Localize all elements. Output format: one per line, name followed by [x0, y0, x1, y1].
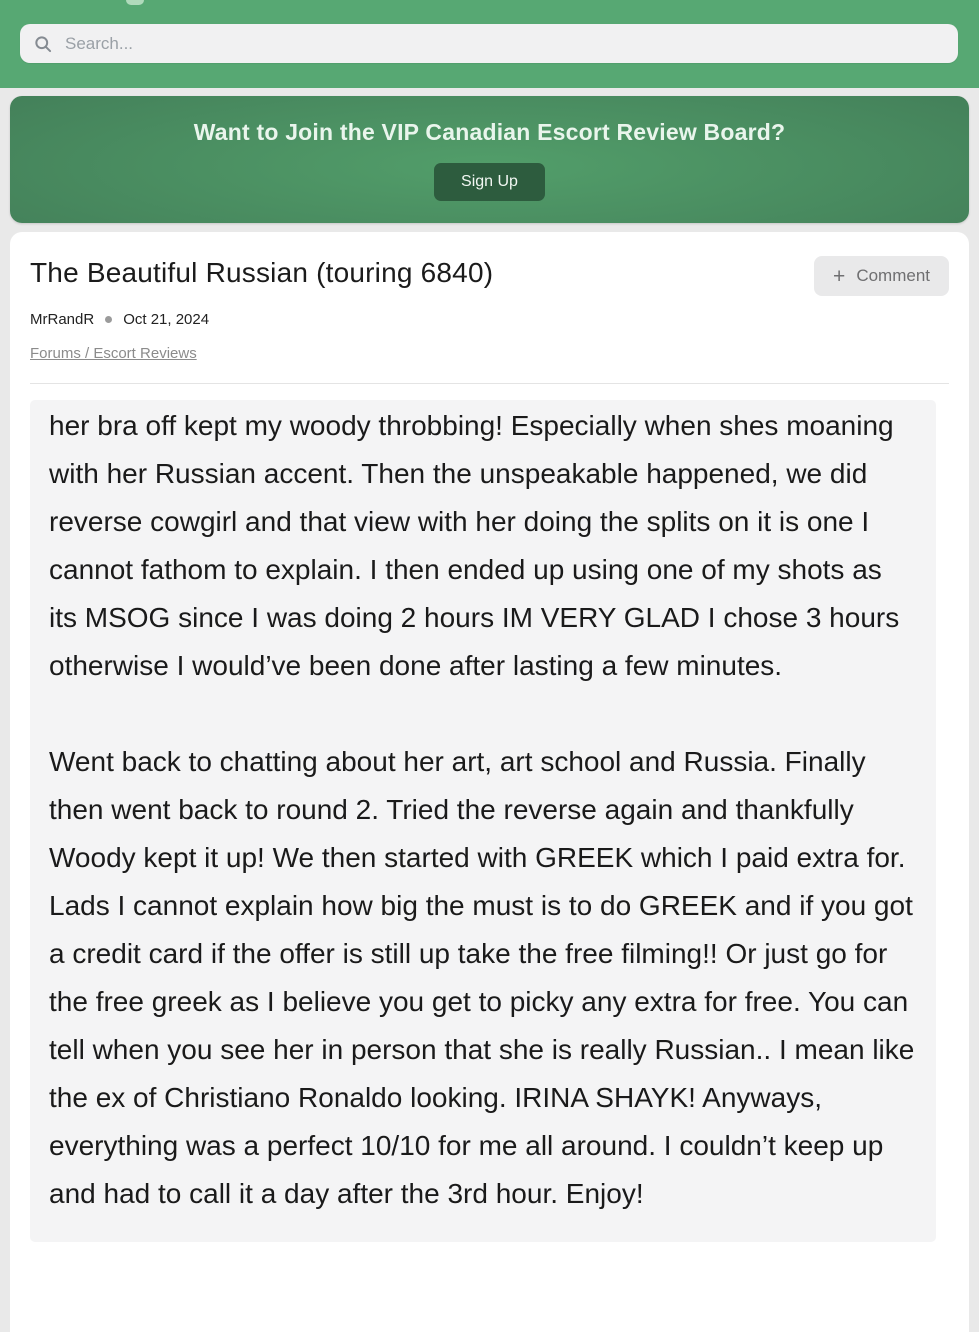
post-card — [10, 232, 969, 1332]
plus-icon: + — [833, 264, 846, 288]
post-paragraph: her bra off kept my woody throbbing! Especially when shes moaning with her Russian accent. Then the unspeakable happened, we did reverse cowgirl and that view with her doing the splits on it is one I cannot fathom to explain. I then ended up using one of my shots as its MSOG since I was doing 2 hours IM VERY GLAD I chose 3 hours otherwise I would’ve been done after lasting a few minutes. — [49, 410, 900, 681]
signup-button[interactable]: Sign Up — [434, 163, 545, 201]
logo-fragment — [126, 0, 144, 5]
page-title: The Beautiful Russian (touring 6840) — [30, 257, 494, 288]
top-header — [0, 0, 979, 88]
post-title-row — [30, 256, 949, 296]
comment-button[interactable] — [814, 256, 949, 296]
post-body — [30, 400, 936, 1242]
divider — [30, 383, 949, 384]
post-paragraph: Went back to chatting about her art, art school and Russia. Finally then went back to round 2. Tried the reverse again and thankfully Woody kept it up! We then started with GREEK which I paid extra for. Lads I cannot explain how big the must is to do GREEK and if you got a credit card if the offer is still up take the free filming!! Or just go for the free greek as I believe you get to picky any extra for free. You can tell when you see her in person that she is really Russian.. I mean like the ex of Christiano Ronaldo looking. IRINA SHAYK! Anyways, everything was a perfect 10/10 for me all around. I couldn’t keep up and had to call it a day after the 3rd hour. Enjoy! — [49, 746, 915, 1209]
search-icon — [33, 34, 53, 54]
breadcrumb-link[interactable]: Forums / Escort Reviews — [30, 345, 197, 362]
vip-signup-banner — [10, 96, 969, 223]
meta-separator-dot — [105, 316, 112, 323]
post-meta-row — [30, 311, 949, 328]
search-input[interactable] — [63, 33, 945, 55]
breadcrumb — [30, 345, 949, 363]
post-date: Oct 21, 2024 — [123, 311, 210, 328]
search-bar[interactable] — [20, 24, 958, 63]
comment-button-label: Comment — [856, 266, 930, 285]
post-author[interactable]: MrRandR — [30, 311, 95, 328]
banner-title: Want to Join the VIP Canadian Escort Review Board? — [193, 118, 786, 145]
